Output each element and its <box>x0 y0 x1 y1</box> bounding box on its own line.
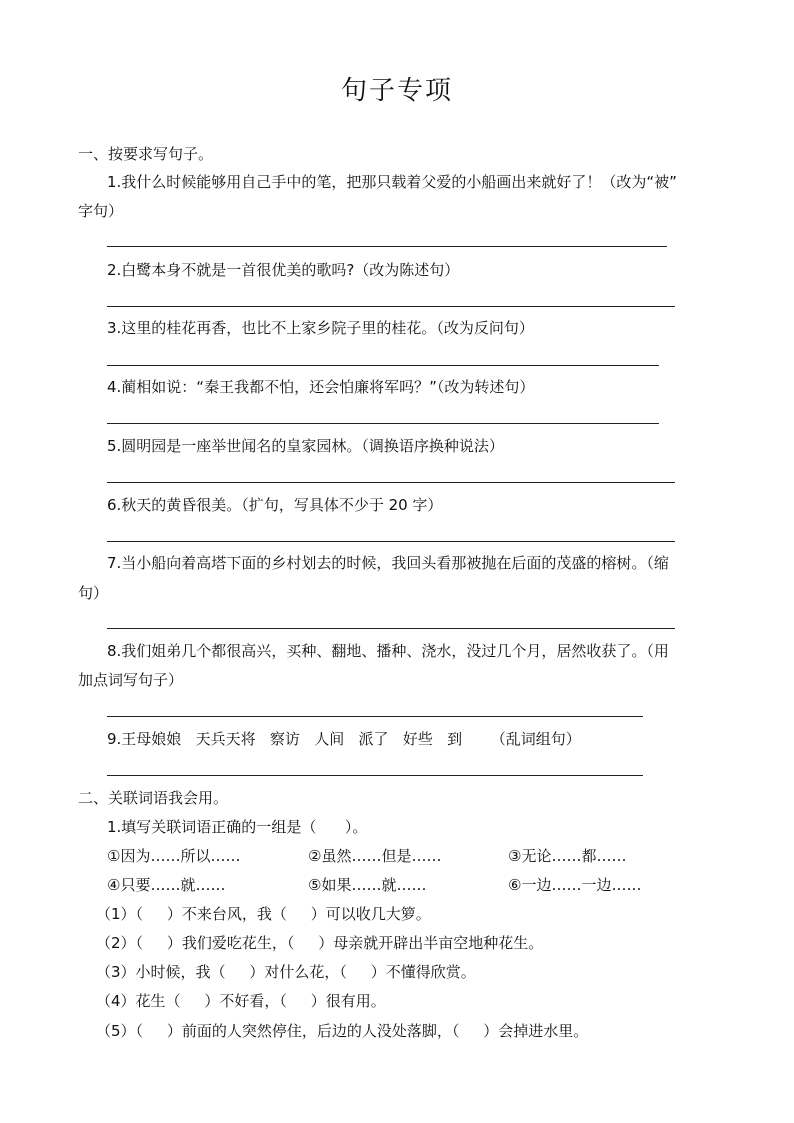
question-8-text-continued: 加点词写句子） <box>78 671 184 689</box>
answer-line-4[interactable] <box>107 423 659 424</box>
answer-line-3[interactable] <box>107 365 659 366</box>
question-4-text: 4.蔺相如说：“秦王我都不怕，还会怕廉将军吗？”（改为转述句） <box>107 378 535 396</box>
question-6-text: 6.秋天的黄昏很美。（扩句，写具体不少于 20 字） <box>107 496 443 514</box>
option-4: ④只要……就…… <box>107 876 226 894</box>
answer-line-6[interactable] <box>107 541 675 542</box>
question-7-text: 7.当小船向着高塔下面的乡村划去的时候，我回头看那被抛在后面的茂盛的榕树。（缩 <box>107 554 669 572</box>
fill-item-5: （5）（ ）前面的人突然停住，后边的人没处落脚，（ ）会掉进水里。 <box>96 1022 589 1040</box>
question-2-text: 2.白鹭本身不就是一首很优美的歌吗?（改为陈述句） <box>107 261 460 279</box>
section-1-heading: 一、按要求写句子。 <box>78 145 214 163</box>
answer-line-9[interactable] <box>107 775 643 776</box>
fill-item-3: （3）小时候，我（ ）对什么花，（ ）不懂得欣赏。 <box>96 963 476 981</box>
answer-line-2[interactable] <box>107 306 675 307</box>
question-8-text: 8.我们姐弟几个都很高兴，买种、翻地、播种、浇水，没过几个月，居然收获了。（用 <box>107 642 669 660</box>
question-3-text: 3.这里的桂花再香，也比不上家乡院子里的桂花。（改为反问句） <box>107 319 534 337</box>
option-6: ⑥一边……一边…… <box>508 876 642 894</box>
section-2-question-1: 1.填写关联词语正确的一组是（ ）。 <box>107 818 368 836</box>
option-1: ①因为……所以…… <box>107 847 241 865</box>
answer-line-7[interactable] <box>107 628 675 629</box>
question-5-text: 5.圆明园是一座举世闻名的皇家园林。（调换语序换种说法） <box>107 437 504 455</box>
fill-item-4: （4）花生（ ）不好看，（ ）很有用。 <box>96 992 386 1010</box>
question-1-text: 1.我什么时候能够用自己手中的笔，把那只载着父爱的小船画出来就好了！（改为“被” <box>107 173 677 191</box>
question-7-text-continued: 句） <box>78 584 109 602</box>
option-3: ③无论……都…… <box>508 847 627 865</box>
section-2-heading: 二、关联词语我会用。 <box>78 789 229 807</box>
answer-line-5[interactable] <box>107 482 675 483</box>
question-1-text-continued: 字句） <box>78 202 124 220</box>
answer-line-8[interactable] <box>107 716 643 717</box>
question-9-text: 9.王母娘娘 天兵天将 察访 人间 派了 好些 到 （乱词组句） <box>107 730 581 748</box>
answer-line-1[interactable] <box>107 246 667 247</box>
fill-item-2: （2）（ ）我们爱吃花生，（ ）母亲就开辟出半亩空地种花生。 <box>96 934 544 952</box>
option-5: ⑤如果……就…… <box>308 876 427 894</box>
option-2: ②虽然……但是…… <box>308 847 442 865</box>
page-title: 句子专项 <box>340 76 453 106</box>
fill-item-1: （1）（ ）不来台风，我（ ）可以收几大箩。 <box>96 905 431 923</box>
